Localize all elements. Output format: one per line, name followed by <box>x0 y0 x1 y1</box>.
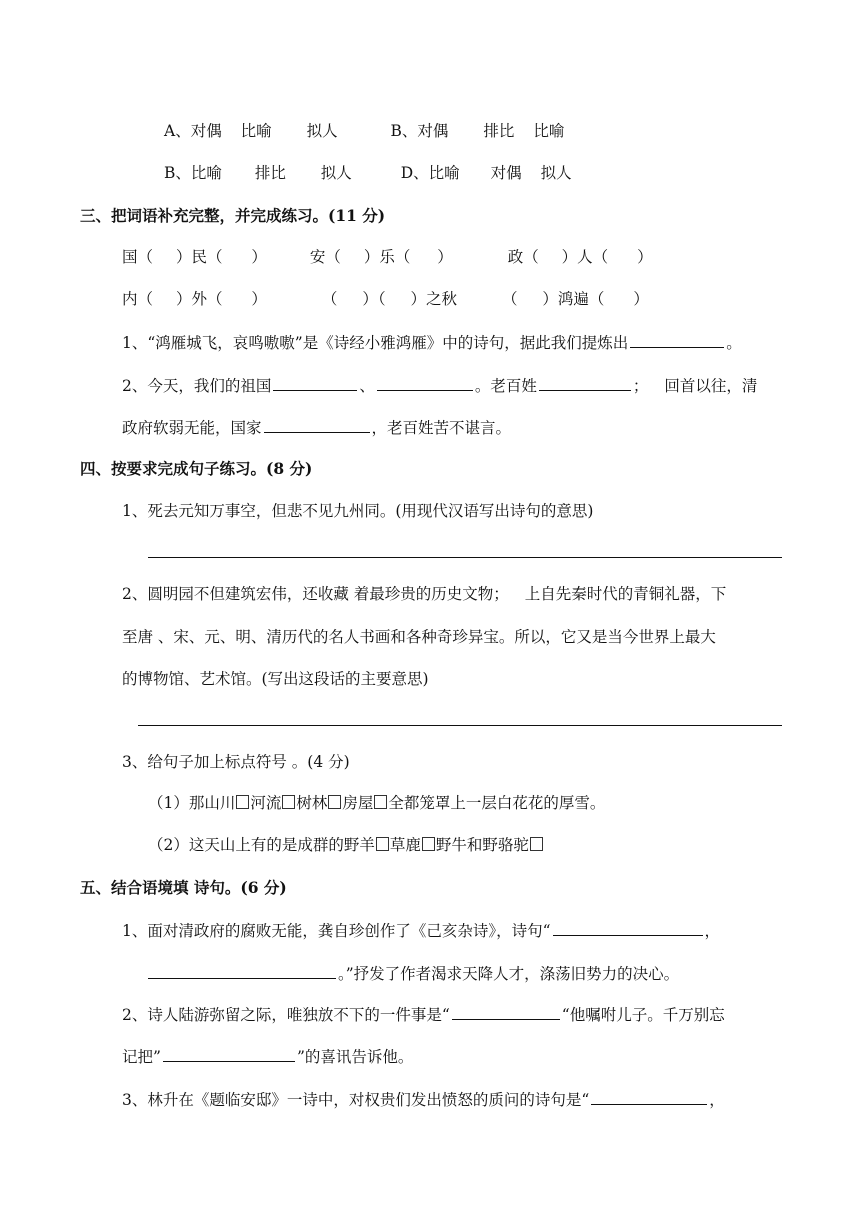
section-4-question-2-line-3: 的博物馆、艺术馆。(写出这段话的主要意思) <box>122 670 429 688</box>
question-text: 2、圆明园不但建筑宏伟，还收藏 着最珍贵的历史文物； <box>122 585 509 603</box>
option-d-label: D、比喻 <box>400 164 460 182</box>
section-3-question-1 <box>122 331 742 354</box>
answer-line[interactable] <box>138 725 782 726</box>
option-text: 拟人 <box>320 164 352 182</box>
word-fragment: ） <box>251 290 267 308</box>
sentence-fragment: 房屋 <box>342 794 374 812</box>
word-fragment: ）之秋 <box>410 290 458 308</box>
word-fragment: ）（ <box>362 290 386 308</box>
question-text: ， <box>709 1091 725 1109</box>
answer-line[interactable] <box>148 557 782 558</box>
word-fragment: （ <box>501 290 518 308</box>
sentence-fragment: 树林 <box>296 794 328 812</box>
sentence-fragment: 野牛和野骆驼 <box>435 836 529 854</box>
question-text: ， <box>704 922 721 940</box>
question-text: 。”抒发了作者渴求天降人才，涤荡旧势力的决心。 <box>338 965 680 983</box>
answer-blank[interactable] <box>148 962 336 979</box>
section-3-title: 三、把词语补充完整，并完成练习。(11 分) <box>80 206 386 225</box>
word-fragment: （ <box>321 290 338 308</box>
answer-blank[interactable] <box>273 374 357 391</box>
word-fragment: ） <box>637 248 653 266</box>
punctuation-box[interactable] <box>422 837 435 851</box>
answer-blank[interactable] <box>591 1088 707 1105</box>
answer-blank[interactable] <box>539 374 631 391</box>
section-3-words-row-1 <box>122 246 653 268</box>
section-4-question-3-2 <box>148 834 544 856</box>
section-5-question-2 <box>122 1003 725 1026</box>
answer-blank[interactable] <box>452 1003 560 1020</box>
answer-blank[interactable] <box>264 416 370 433</box>
sentence-fragment: 草鹿 <box>389 836 421 854</box>
option-text: 拟人 <box>306 122 338 140</box>
word-fragment: 国（ <box>122 248 154 266</box>
sentence-fragment: （2）这天山上有的是成群的野羊 <box>148 836 375 854</box>
option-text: 比喻 <box>240 122 272 140</box>
punctuation-box[interactable] <box>328 795 341 809</box>
sentence-fragment: 河流 <box>250 794 282 812</box>
word-fragment: ）乐（ <box>363 248 411 266</box>
section-4-question-1: 1、死去元知万事空，但悲不见九州同。(用现代汉语写出诗句的意思) <box>122 502 594 520</box>
word-fragment: 安（ <box>309 248 341 266</box>
word-fragment: ）鸿遍（ <box>542 290 605 308</box>
word-fragment: ）人（ <box>561 248 609 266</box>
question-text: ； <box>632 377 649 395</box>
question-text: 回首以往，清 <box>664 377 758 395</box>
question-text: 。 <box>726 334 742 352</box>
section-4-question-2-line-2: 至唐 、宋、元、明、清历代的名人书画和各种奇珍异宝。所以，它又是当今世界上最大 <box>122 628 716 646</box>
punctuation-box[interactable] <box>376 837 389 851</box>
option-b2-label: B、比喻 <box>164 164 222 182</box>
word-fragment: ） <box>633 290 649 308</box>
options-row-2 <box>164 162 572 184</box>
option-text: 对偶 <box>490 164 522 182</box>
option-text: 比喻 <box>533 122 565 140</box>
section-5-question-1 <box>122 919 720 942</box>
option-text: 排比 <box>483 122 515 140</box>
option-text: 拟人 <box>540 164 572 182</box>
option-text: 排比 <box>254 164 286 182</box>
question-text: 记把” <box>122 1048 161 1066</box>
word-fragment: ） <box>251 248 267 266</box>
question-text: 1、“鸿雁城飞，哀鸣嗷嗷”是《诗经小雅鸿雁》中的诗句，据此我们提炼出 <box>122 334 629 352</box>
answer-blank[interactable] <box>163 1045 295 1062</box>
question-text: 1、面对清政府的腐败无能，龚自珍创作了《己亥杂诗》，诗句“ <box>122 922 551 940</box>
answer-blank[interactable] <box>377 374 473 391</box>
sentence-fragment: 全都笼罩上一层白花花的厚雪。 <box>388 794 606 812</box>
question-text: “他嘱咐儿子。千万别忘 <box>561 1006 725 1024</box>
answer-blank[interactable] <box>630 331 724 348</box>
question-text: 。老百姓 <box>474 377 537 395</box>
option-a-label: A、对偶 <box>164 122 222 140</box>
question-text: 2、诗人陆游弥留之际，唯独放不下的一件事是“ <box>122 1006 450 1024</box>
punctuation-box[interactable] <box>282 795 295 809</box>
section-5-question-2-line-2 <box>122 1045 413 1068</box>
question-text: 政府软弱无能，国家 <box>122 419 262 437</box>
section-3-words-row-2 <box>122 288 649 310</box>
section-5-question-1-line-2 <box>148 962 679 985</box>
section-3-question-2-line-2 <box>122 416 511 439</box>
section-5-title: 五、结合语境填 诗句。(6 分) <box>80 878 287 897</box>
option-b-label: B、对偶 <box>390 122 449 140</box>
section-3-question-2 <box>122 374 757 397</box>
question-text: 2、今天，我们的祖国 <box>122 377 272 395</box>
question-text: ，老百姓苦不谌言。 <box>371 419 512 437</box>
question-text: 3、林升在《题临安邸》一诗中，对权贵们发出愤怒的质问的诗句是“ <box>122 1091 590 1109</box>
options-row-1 <box>164 120 564 142</box>
section-5-question-3 <box>122 1088 725 1111</box>
question-text: ”的喜讯告诉他。 <box>296 1048 414 1066</box>
section-4-question-2-line-1 <box>122 583 726 605</box>
word-fragment: ）外（ <box>175 290 223 308</box>
word-fragment: 政（ <box>507 248 539 266</box>
question-text: 、 <box>359 377 375 395</box>
word-fragment: 内（ <box>122 290 154 308</box>
section-4-question-3-1 <box>148 792 605 814</box>
punctuation-box[interactable] <box>374 795 387 809</box>
section-4-question-3: 3、给句子加上标点符号 。(4 分) <box>122 753 350 771</box>
answer-blank[interactable] <box>553 919 703 936</box>
punctuation-box[interactable] <box>236 795 249 809</box>
word-fragment: ） <box>437 248 453 266</box>
sentence-fragment: （1）那山川 <box>148 794 236 812</box>
word-fragment: ）民（ <box>175 248 223 266</box>
question-text: 上自先秦时代的青铜礼器，下 <box>524 585 727 603</box>
punctuation-box[interactable] <box>530 837 543 851</box>
section-4-title: 四、按要求完成句子练习。(8 分) <box>80 459 313 478</box>
